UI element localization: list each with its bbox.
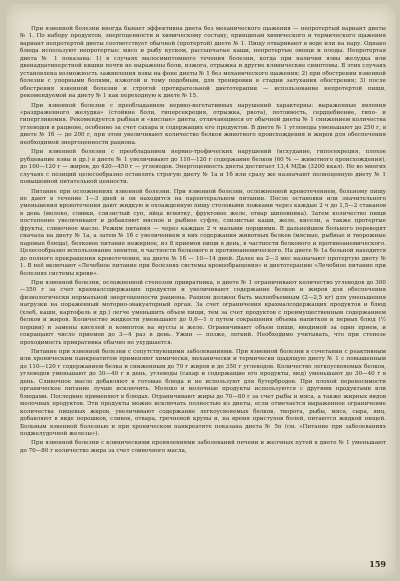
paragraph: При язвенной болезни с клиническими проявлениями заболеваний печени и желчных путей в диете № 1 уменьшают до 70—80 г количество жира за счет сливочного масла, — [20, 440, 386, 454]
paragraph: Питание при язвенной болезни с сопутствующими заболеваниями. При язвенной болезни в сочетании с реактивным или хроническим панкреатитом применяют химически, механически и термически щадящую диету № 1 с повышенным до 110—120 г содержанием белка и сниженным до 70 г жиров и до 350 г углеводов. Количество легкоусвояемых белков, углеводов уменьшают до 30—40 г в день, углеводы (сахар и содержащие его продукты, мед) уменьшают до 30—40 г в день. Сливочное масло добавляют в готовые блюда и не используют для бутербродов. При плохой переносимости органическое питание лучше исключить. Молоко и молочные продукты используются с другими продуктами или блюдами. Последние применяют в блюдах. Ограничивают жиры до 70—80 г за счет рыбы и мяса, а также жирных видов молочных продуктов. Эти продукты можно исключать полностью из диеты, если отмечается выраженное ограничение количества пищевых жиров, увеличивают содержание легкоусвояемых белков, творога, рыбы, мяса, сыра, яиц, добавляют в виде порошков, сливок, отвара, гречневой крупы и, на время приступов болей, питаются жидкой пищей. Больным язвенной болезнью и при хроническом панкреатите показана диета № 5п (см. «Питание при заболеваниях поджелудочной железы»). — [20, 349, 386, 438]
paragraph: При язвенной болезни с преобладанием нервно-трофических нарушений (исхудание, гипосекреция, плохое рубцевание язвы и др.) в диете № 1 увеличивают до 110—120 г содержание белков (60 % — животного происхождения), до 100—120 г — жиров, до 420—450 г — углеводов. Энергоценность диеты достигает 13,4 МДж (3200 ккал). Но во многих случаях с позиций целесообразно оставлять строгую диету № 1а и 1б или сразу же назначают полноценную диету № 1 повышенной питательной ценности. — [20, 149, 386, 186]
paragraph: При язвенной болезни иногда бывает эффективна диета без механического щажения — непротертый вариант диеты № 1. По набору продуктов, энергоценности и химическому составу, принципам химического и термического щажения вариант непротертой диеты соответствует обычной (протертой) диете № 1. Пищу отваривают в воде или на пару. Однако блюда используют непротертые: мясо и рыбу куском, рассыпчатые каши, непротертые овощи и плоды. Непротертая диета № 1 показана: 1) в случаях малосимптомного течения болезни, когда при наличии язвы желудка или двенадцатиперстной кишки почти не выражены боли, изжога, отрыжка и другие клинические симптомы. В этих случаях установлена возможность заживления язвы на фоне диеты № 1 без механического щажения; 2) при обострении язвенной болезни с упорными болями, изжогой и тому подобным, для тренировки в стадии затухания обострения; 3) после обострения язвенной болезни и строгой протирательной диетотерапии — использование непротертой пищи, рекомендуемой на диету № 1 как переходную к диете № 15. — [20, 26, 386, 100]
paragraph: Питание при осложнениях язвенной болезни. При язвенной болезни, осложненной кровотечением, больному пищу не дают в течение 1—3 дней и он находится на парентеральном питании. После остановки или значительного уменьшения кровотечения дают жидкую и охлажденную пищу столовыми ложками через каждые 2 ч до 1,5—2 стаканов в день (молоко, сливки, слизистый суп, яйца всмятку, фруктовое желе, отвар шиповника). Затем количество пищи постепенно увеличивают и добавляют мясное и рыбное суфле, слизистые каши, желе, кисели, а также протертые фрукты, сливочное масло. Режим питания — через каждые 2 ч малыми порциями. В дальнейшем больного переводят сначала на диету № 1а, а затем № 1б с увеличением в них содержания животных белков (мясные, рыбные и творожные паровые блюда), белковое питание нежирное, из 8 приемов пищи в день, в частности белкового и противоанемического. Целесообразно использование энпитов, в частности белкового и противоанемического. На диете № 1а больной находится до полного прекращения кровотечения, на диете № 1б — 10—14 дней. Далее на 2—3 мес назначают протертую диету № 1. В неё включают «Лечебное питание при болезнях системы кровообращения» и диетотерапию «Лечебное питание при болезнях системы крови». — [20, 188, 386, 277]
paragraph: При язвенной болезни с преобладанием нервно-вегетативных нарушений характерны: выраженные явления «раздраженного желудка» (стойкие боли, гиперсекреция, отрыжка, рвота), потливость, сердцебиение, гипо- и гипергликемия. Рекомендуется рыбная и «кислые» диеты, отличающиеся от обычной диеты № 1 снижением количества углеводов в рационе, особенно за счет сахара и содержащих его продуктов. В диете № 1 углеводы уменьшают до 250 г, в диете № 1б — до 200 г, при этом увеличивают количество белков животного происхождения и жиров для обеспечения необходимой энергоценности рациона. — [20, 102, 386, 146]
paragraph: При язвенной болезни, осложненной стенозом привратника, в диете № 1 ограничивают количество углеводов до 300—350 г за счет крахмалсодержащих продуктов и увеличивают содержание белков и жиров для обеспечения физиологически нормальной энергоценности рациона. Рацион должен быть малообъемным (2—2,5 кг) для уменьшения нагрузки на пораженный моторно-эвакуаторный орган. За счет ограничения крахмалсодержащих продуктов и блюд (хлеб, каши, картофель и др.) легче уменьшить объем пищи, тем за счет продуктов с преимущественным содержанием белков и жиров. Количество жидкости уменьшают до 0,6—1 л путем сокращения объема напитков и первых блюд (½ порции) и замены киселей и компотов на муссы и желе. Ограничивают объем пищи, вводимой за один прием, и сокращают число приемов до 3—4 раз в день. Ужин — позже, легкий. Необходимо учитывать, что при стенозе проходимость привратника обычно не ухудшается. — [20, 279, 386, 346]
page-text — [20, 26, 386, 455]
page-number: 159 — [369, 559, 386, 569]
book-page — [6, 4, 396, 578]
